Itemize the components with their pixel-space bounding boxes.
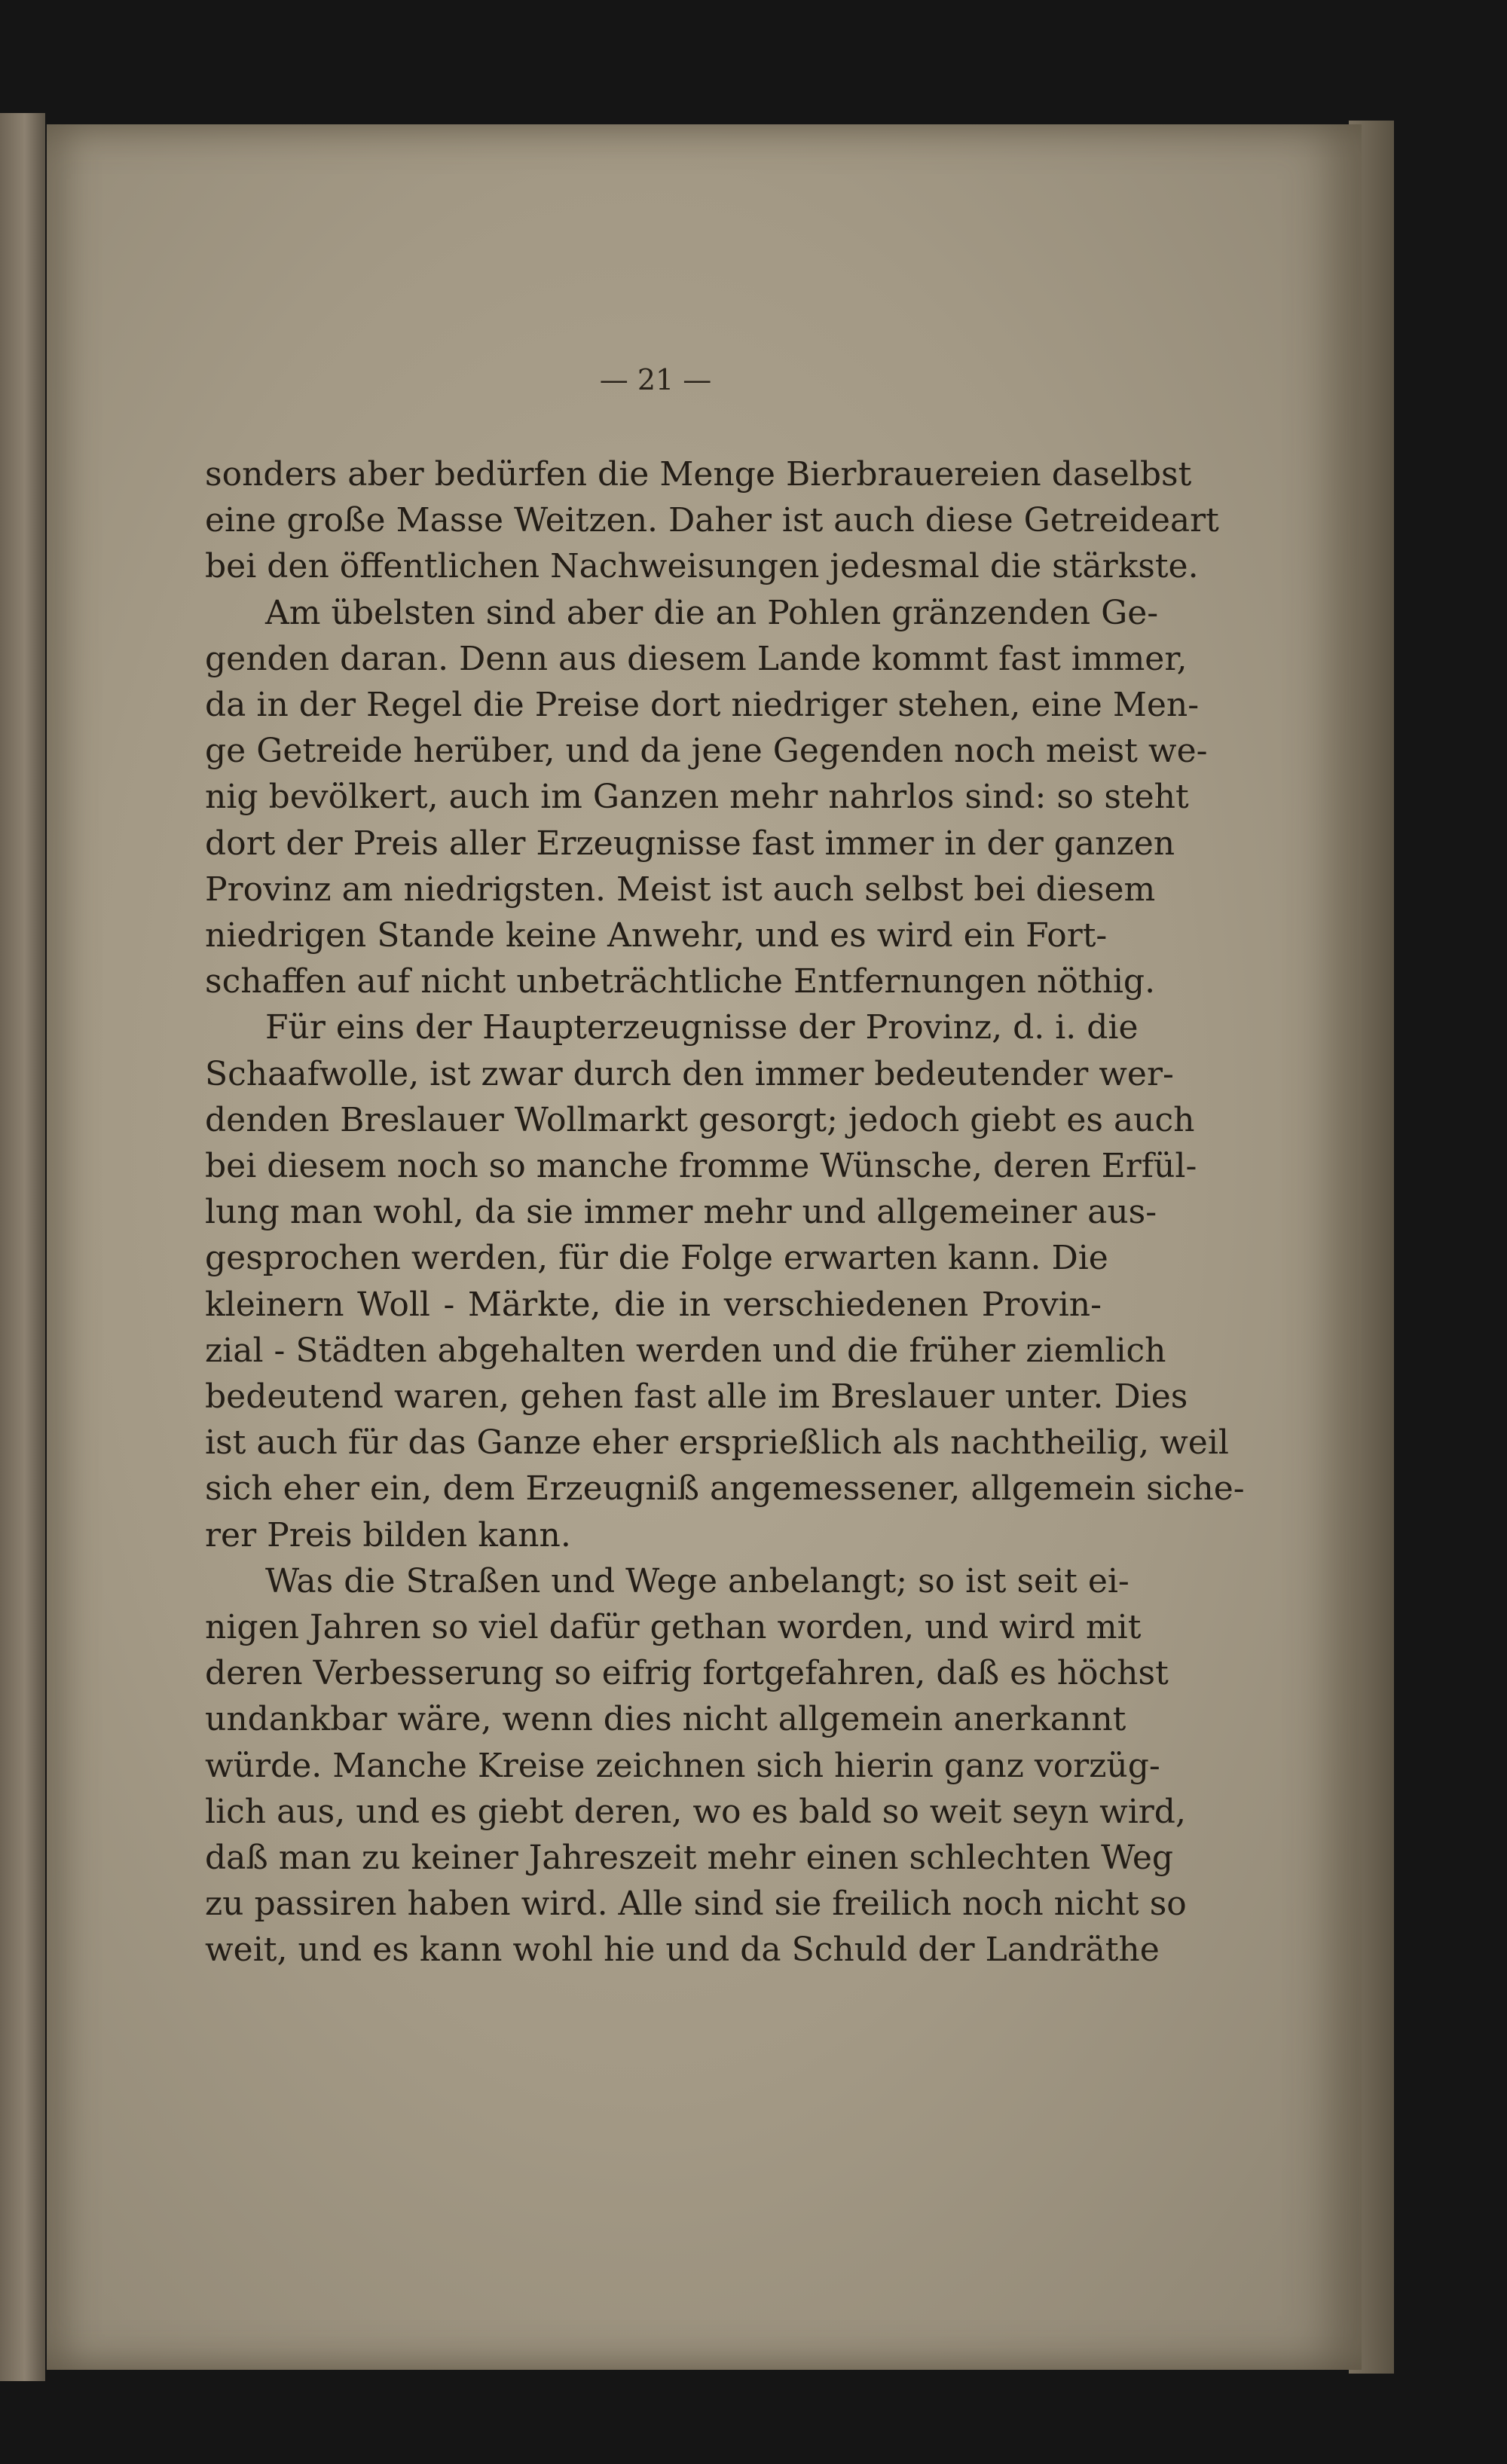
left-page-edge bbox=[0, 113, 45, 2381]
text-line: denden Breslauer Wollmarkt gesorgt; jedoch giebt es auch bbox=[205, 1100, 1195, 1139]
text-line: bedeutend waren, gehen fast alle im Breslauer unter. Dies bbox=[205, 1377, 1188, 1416]
text-line: nigen Jahren so viel dafür gethan worden, und wird mit bbox=[205, 1608, 1142, 1646]
text-line: würde. Manche Kreise zeichnen sich hierin ganz vorzüg- bbox=[205, 1746, 1160, 1785]
text-line: lich aus, und es giebt deren, wo es bald so weit seyn wird, bbox=[205, 1792, 1186, 1831]
text-line: ge Getreide herüber, und da jene Gegenden noch meist we- bbox=[205, 732, 1208, 771]
text-line: kleinern Woll - Märkte, die in verschiedenen Provin- bbox=[205, 1285, 1102, 1324]
text-line: bei diesem noch so manche fromme Wünsche, deren Erfül- bbox=[205, 1147, 1197, 1185]
text-line: nig bevölkert, auch im Ganzen mehr nahrlos sind: so steht bbox=[205, 778, 1189, 817]
text-line: ist auch für das Ganze eher ersprießlich als nachtheilig, weil bbox=[205, 1423, 1229, 1463]
text-line: da in der Regel die Preise dort niedriger stehen, eine Men- bbox=[205, 686, 1200, 724]
text-line: schaffen auf nicht unbeträchtliche Entfernungen nöthig. bbox=[205, 962, 1156, 1001]
text-line: Provinz am niedrigsten. Meist ist auch selbst bei diesem bbox=[205, 870, 1156, 909]
text-line: genden daran. Denn aus diesem Lande kommt fast immer, bbox=[205, 639, 1188, 678]
text-line: Was die Straßen und Wege anbelangt; so ist seit ei- bbox=[265, 1561, 1129, 1600]
text-line: daß man zu keiner Jahreszeit mehr einen schlechten Weg bbox=[205, 1839, 1174, 1877]
text-line: sonders aber bedürfen die Menge Bierbrauereien daselbst bbox=[205, 455, 1192, 494]
text-line: gesprochen werden, für die Folge erwarten kann. Die bbox=[205, 1239, 1108, 1278]
text-line: Am übelsten sind aber die an Pohlen gränzenden Ge- bbox=[265, 593, 1159, 632]
text-line: sich eher ein, dem Erzeugniß angemessener, allgemein siche- bbox=[205, 1469, 1245, 1509]
text-line: undankbar wäre, wenn dies nicht allgemein anerkannt bbox=[205, 1700, 1126, 1739]
text-line: eine große Masse Weitzen. Daher ist auch diese Getreideart bbox=[205, 501, 1219, 540]
text-line: zu passiren haben wird. Alle sind sie freilich noch nicht so bbox=[205, 1885, 1187, 1924]
text-line: rer Preis bilden kann. bbox=[205, 1515, 571, 1555]
text-line: Für eins der Haupterzeugnisse der Provinz, d. i. die bbox=[265, 1008, 1139, 1047]
text-line: lung man wohl, da sie immer mehr und allgemeiner aus- bbox=[205, 1193, 1157, 1232]
text-line: zial - Städten abgehalten werden und die früher ziemlich bbox=[205, 1331, 1166, 1370]
text-line: weit, und es kann wohl hie und da Schuld der Landräthe bbox=[205, 1931, 1160, 1970]
page-number: — 21 — bbox=[599, 363, 712, 396]
text-line: Schaafwolle, ist zwar durch den immer bedeutender wer- bbox=[205, 1054, 1174, 1093]
text-line: deren Verbesserung so eifrig fortgefahren, daß es höchst bbox=[205, 1654, 1169, 1693]
text-line: bei den öffentlichen Nachweisungen jedesmal die stärkste. bbox=[205, 547, 1199, 586]
text-line: dort der Preis aller Erzeugnisse fast immer in der ganzen bbox=[205, 824, 1175, 863]
text-line: niedrigen Stande keine Anwehr, und es wird ein Fort- bbox=[205, 916, 1108, 955]
